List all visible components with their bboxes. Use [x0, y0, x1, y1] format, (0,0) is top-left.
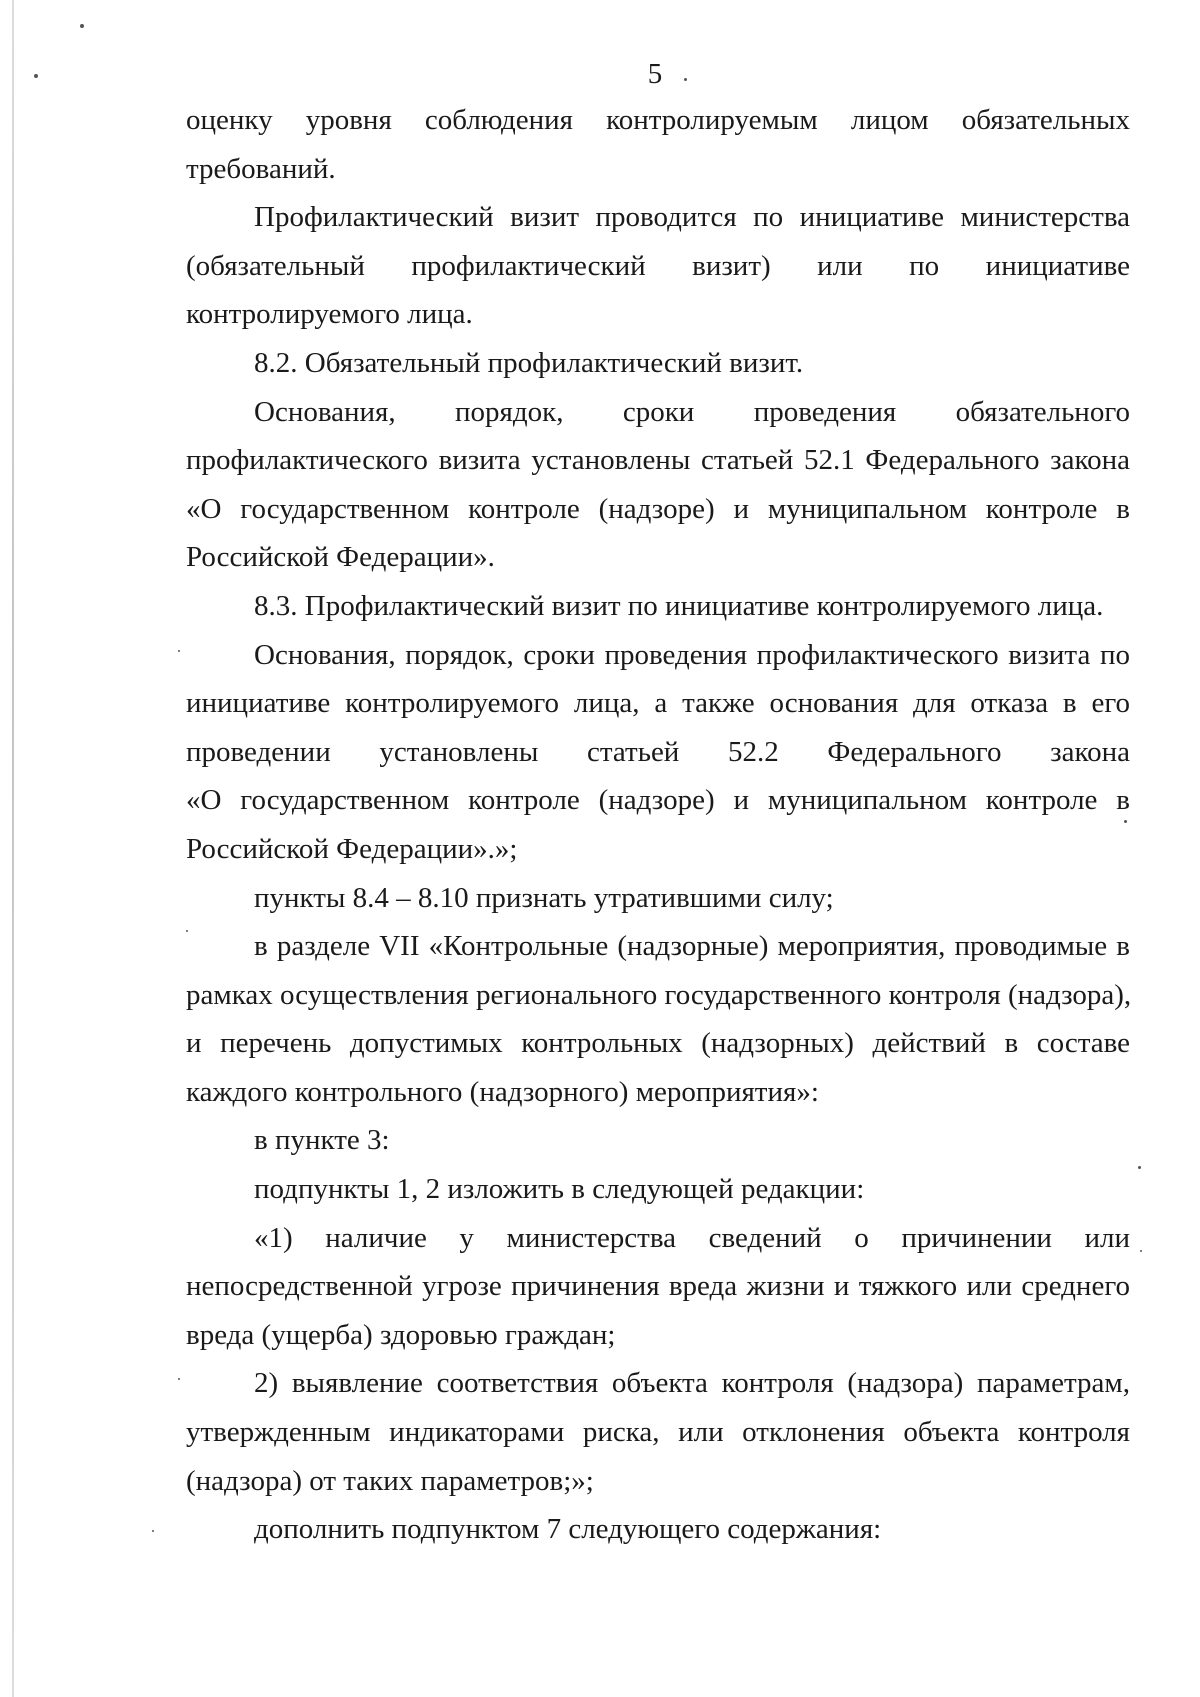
- text-line: пункты 8.4 – 8.10 признать утратившими силу;: [254, 881, 834, 914]
- text-line: оценку уровня соблюдения контролируемым лицом обязательных: [186, 104, 1130, 136]
- paragraph-p12: [186, 1359, 1130, 1505]
- text-line: дополнить подпунктом 7 следующего содержания:: [254, 1513, 882, 1546]
- paragraph-p2: [186, 193, 1130, 339]
- text-line: «О государственном контроле (надзоре) и муниципальном контроле в: [186, 784, 1130, 817]
- scan-speck: [152, 1530, 154, 1532]
- text-line: непосредственной угрозе причинения вреда жизни и тяжкого или среднего: [186, 1270, 1130, 1303]
- text-line: вреда (ущерба) здоровью граждан;: [186, 1318, 616, 1351]
- text-line: 8.2. Обязательный профилактический визит.: [254, 346, 804, 379]
- text-line: рамках осуществления регионального государственного контроля (надзора),: [186, 978, 1132, 1011]
- scan-speck: [178, 650, 180, 652]
- text-line: инициативе контролируемого лица, а также основания для отказа в его: [186, 687, 1130, 720]
- text-line: (надзора) от таких параметров;»;: [186, 1464, 594, 1497]
- scan-speck: [1140, 1250, 1142, 1252]
- paragraph-p10: [186, 1165, 1130, 1214]
- scan-speck: [1124, 820, 1127, 823]
- scan-speck: [178, 1378, 180, 1380]
- text-line: (обязательный профилактический визит) или по инициативе: [186, 249, 1130, 282]
- text-line: в пункте 3:: [254, 1124, 390, 1157]
- paragraph-p6: [186, 631, 1130, 874]
- paragraph-p13: [186, 1505, 1130, 1554]
- scan-speck: [34, 74, 38, 78]
- text-line: «О государственном контроле (надзоре) и муниципальном контроле в: [186, 492, 1130, 525]
- scan-edge-shadow: [12, 0, 14, 1697]
- text-line: Основания, порядок, сроки проведения профилактического визита по: [254, 638, 1130, 671]
- paragraph-p8: [186, 922, 1130, 1116]
- scan-speck: [1138, 1166, 1141, 1169]
- paragraph-p1: [186, 96, 1130, 193]
- text-line: 8.3. Профилактический визит по инициативе контролируемого лица.: [254, 589, 1104, 622]
- scan-speck: [684, 78, 687, 81]
- text-line: Профилактический визит проводится по инициативе министерства: [254, 201, 1130, 234]
- text-line: Российской Федерации».»;: [186, 832, 518, 865]
- text-line: подпункты 1, 2 изложить в следующей редакции:: [254, 1173, 865, 1206]
- text-line: контролируемого лица.: [186, 298, 473, 331]
- text-line: Основания, порядок, сроки проведения обязательного: [254, 395, 1130, 428]
- text-line: «1) наличие у министерства сведений о причинении или: [254, 1221, 1130, 1254]
- page-number: 5: [647, 58, 663, 90]
- paragraph-p5: [186, 582, 1130, 631]
- text-line: требований.: [186, 152, 336, 185]
- text-line: профилактического визита установлены статьей 52.1 Федерального закона: [186, 444, 1130, 477]
- text-line: и перечень допустимых контрольных (надзорных) действий в составе: [186, 1027, 1130, 1060]
- text-line: проведении установлены статьей 52.2 Федерального закона: [186, 735, 1130, 768]
- text-line: Российской Федерации».: [186, 541, 495, 574]
- scan-speck: [80, 24, 84, 28]
- paragraph-p9: [186, 1116, 1130, 1165]
- paragraph-p7: [186, 874, 1130, 923]
- paragraph-p3: [186, 339, 1130, 388]
- paragraph-p4: [186, 388, 1130, 582]
- document-body: [186, 96, 1130, 1554]
- text-line: утвержденным индикаторами риска, или отклонения объекта контроля: [186, 1416, 1130, 1449]
- text-line: каждого контрольного (надзорного) мероприятия»:: [186, 1075, 819, 1108]
- text-line: 2) выявление соответствия объекта контроля (надзора) параметрам,: [254, 1367, 1130, 1400]
- text-line: в разделе VII «Контрольные (надзорные) мероприятия, проводимые в: [254, 930, 1130, 963]
- paragraph-p11: [186, 1214, 1130, 1360]
- scan-speck: [186, 930, 188, 932]
